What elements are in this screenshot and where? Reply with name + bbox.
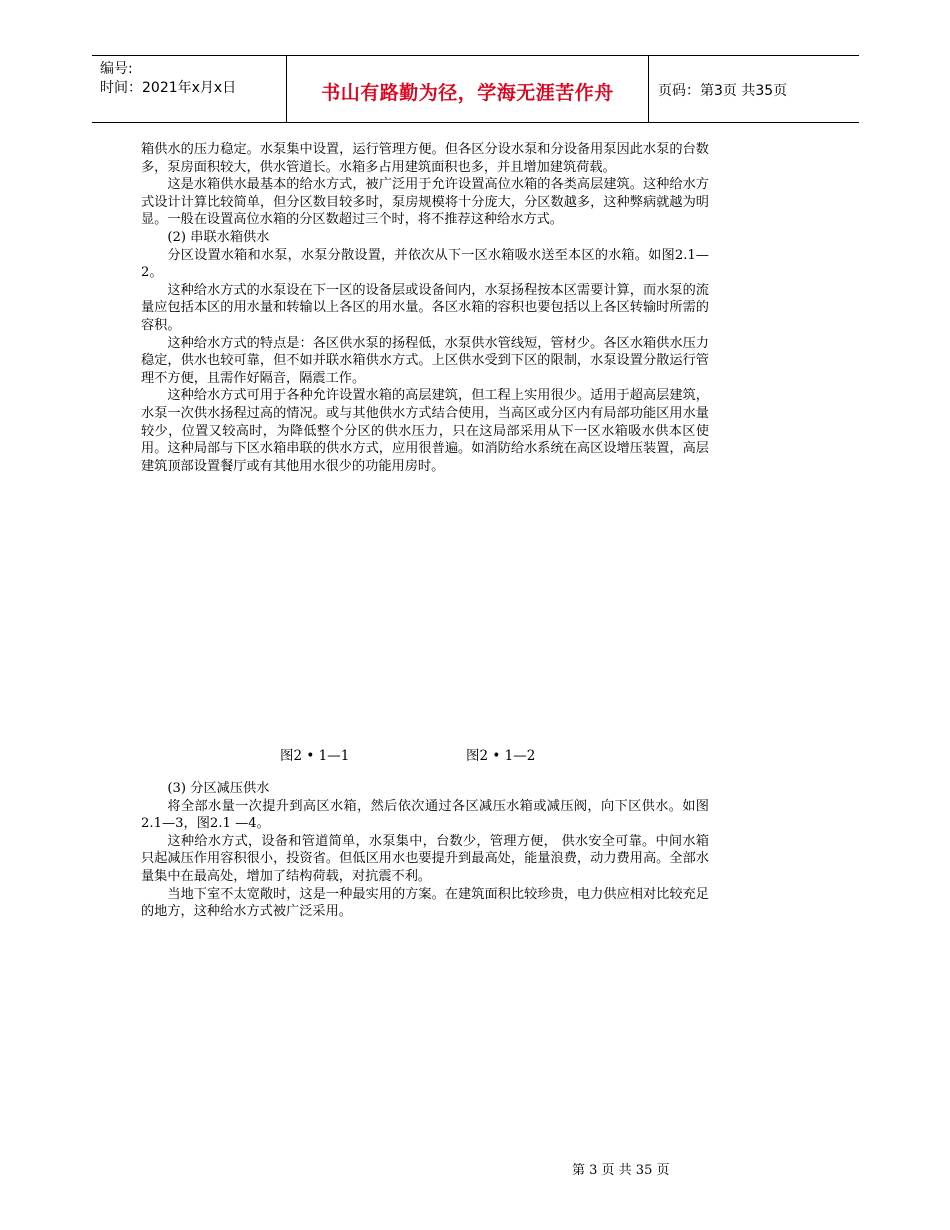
body-text-section-1 [141, 141, 709, 475]
paragraph: 箱供水的压力稳定。水泵集中设置，运行管理方便。但各区分设水泵和分设备用泵因此水泵的台数多，泵房面积较大，供水管道长。水箱多占用建筑面积也多，并且增加建筑荷载。 [141, 142, 709, 175]
code-label: 编号: [100, 61, 133, 77]
paragraph: 这种给水方式的水泵设在下一区的设备层或设备间内，水泵扬程按本区需要计算，而水泵的流量应包括本区的用水量和转输以上各区的用水量。各区水箱的容积也要包括以上各区转输时所需的容积。 [141, 282, 709, 333]
figure-caption: 图2 • 1—2 [466, 748, 536, 764]
paragraph: 这是水箱供水最基本的给水方式，被广泛用于允许设置高位水箱的各类高层建筑。这种给水方式设计计算比较简单，但分区数目较多时，泵房规模将十分庞大，分区数越多，这种弊病就越为明显。一般在设置高位水箱的分区数超过三个时，将不推荐这种给水方式。 [141, 177, 709, 228]
paragraph: 这种给水方式，设备和管道简单，水泵集中，台数少，管理方便， 供水安全可靠。中间水箱只起减压作用容积很小，投资省。但低区用水也要提升到最高处，能量浪费，动力费用高。全部水量集中在最高处，增加了结构荷载，对抗震不利。 [141, 833, 709, 884]
paragraph: 当地下室不太宽敞时，这是一种最实用的方案。在建筑面积比较珍贵，电力供应相对比较充足的地方，这种给水方式被广泛采用。 [141, 886, 709, 920]
section-heading: (2) 串联水箱供水 [167, 229, 270, 245]
time-label: 时间：2021年x月x日 [100, 80, 237, 96]
header-motto: 书山有路勤为径，学海无涯苦作舟 [321, 82, 614, 104]
paragraph: 这种给水方式的特点是：各区供水泵的扬程低，水泵供水管线短，管材少。各区水箱供水压力稳定，供水也较可靠，但不如并联水箱供水方式。上区供水受到下区的限制，水泵设置分散运行管理不方便，且需作好隔音，隔震工作。 [141, 335, 709, 386]
body-text-section-2 [141, 780, 709, 921]
paragraph: 分区设置水箱和水泵，水泵分散设置，并依次从下一区水箱吸水送至本区的水箱。如图2.1—2。 [141, 247, 709, 281]
page-footer: 第 3 页 共 35 页 [572, 1163, 670, 1178]
figure-caption: 图2 • 1—1 [280, 748, 350, 764]
paragraph: 这种给水方式可用于各种允许设置水箱的高层建筑，但工程上实用很少。适用于超高层建筑，水泵一次供水扬程过高的情况。或与其他供水方式结合使用，当高区或分区内有局部功能区用水量较少，位置又较高时，为降低整个分区的供水压力，只在这局部采用从下一区水箱吸水供本区使用。这种局部与下区水箱串联的供水方式，应用很普遍。如消防给水系统在高区设增压装置，高层建筑顶部设置餐厅或有其他用水很少的功能用房时。 [141, 388, 709, 474]
section-heading: (3) 分区减压供水 [167, 781, 270, 796]
paragraph: 将全部水量一次提升到高区水箱，然后依次通过各区减压水箱或减压阀，向下区供水。如图2.1—3，图2.1 —4。 [141, 798, 709, 832]
page-header [92, 55, 859, 123]
header-page-label: 页码：第3页 共35页 [658, 83, 788, 99]
header-meta [100, 60, 236, 98]
header-divider [648, 56, 649, 122]
